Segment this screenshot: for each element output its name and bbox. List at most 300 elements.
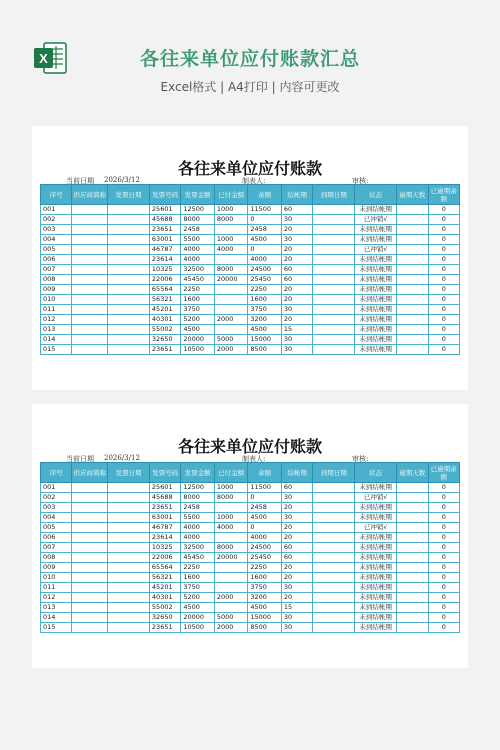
table-row (41, 275, 460, 285)
cell-overdue: 0 (428, 543, 459, 553)
cell-inv: 23651 (149, 623, 180, 633)
table-row (41, 543, 460, 553)
cell-inv: 10325 (149, 543, 180, 553)
column-header: 发票日期 (108, 463, 150, 483)
cell-empty (397, 215, 428, 225)
cell-empty (313, 285, 355, 295)
cell-inv: 45201 (149, 583, 180, 593)
cell-status: 未到结帐期 (355, 583, 397, 593)
cell-balance: 11500 (248, 483, 282, 493)
cell-inv: 56321 (149, 295, 180, 305)
cell-empty (72, 503, 108, 513)
cell-empty (72, 523, 108, 533)
cell-no: 010 (41, 295, 72, 305)
table-row (41, 325, 460, 335)
sheet-title: 各往来单位应付账款 (177, 437, 322, 456)
cell-status: 未到结帐期 (355, 593, 397, 603)
cell-no: 006 (41, 533, 72, 543)
cell-empty (397, 245, 428, 255)
cell-no: 015 (41, 623, 72, 633)
cell-no: 009 (41, 285, 72, 295)
column-header: 到期日期 (313, 463, 355, 483)
column-header: 已付金额 (214, 185, 248, 205)
cell-balance: 0 (248, 523, 282, 533)
cell-term: 20 (281, 225, 312, 235)
cell-amount: 3750 (181, 305, 215, 315)
cell-empty (397, 345, 428, 355)
cell-empty (397, 523, 428, 533)
cell-amount: 4500 (181, 325, 215, 335)
cell-empty (313, 573, 355, 583)
cell-empty (397, 265, 428, 275)
cell-inv: 45201 (149, 305, 180, 315)
cell-overdue: 0 (428, 345, 459, 355)
cell-balance: 8500 (248, 623, 282, 633)
date-value: 2026/3/12 (104, 176, 140, 184)
cell-inv: 46787 (149, 245, 180, 255)
cell-no: 009 (41, 563, 72, 573)
cell-empty (108, 285, 150, 295)
cell-balance: 4500 (248, 325, 282, 335)
cell-empty (72, 315, 108, 325)
cell-overdue: 0 (428, 215, 459, 225)
table-row (41, 215, 460, 225)
cell-overdue: 0 (428, 315, 459, 325)
table-row (41, 305, 460, 315)
cell-status: 已冲销√ (355, 245, 397, 255)
cell-empty (72, 573, 108, 583)
cell-overdue: 0 (428, 275, 459, 285)
cell-inv: 23651 (149, 225, 180, 235)
table-row (41, 623, 460, 633)
cell-empty (397, 613, 428, 623)
cell-empty (108, 325, 150, 335)
cell-term: 60 (281, 483, 312, 493)
cell-term: 60 (281, 265, 312, 275)
cell-empty (397, 335, 428, 345)
table-row (41, 563, 460, 573)
cell-paid: 4000 (214, 245, 248, 255)
cell-paid: 20000 (214, 275, 248, 285)
cell-overdue: 0 (428, 245, 459, 255)
cell-empty (313, 335, 355, 345)
cell-empty (108, 613, 150, 623)
cell-term: 60 (281, 543, 312, 553)
cell-inv: 25601 (149, 205, 180, 215)
cell-term: 20 (281, 533, 312, 543)
cell-paid: 2000 (214, 593, 248, 603)
sheet-title: 各往来单位应付账款 (177, 159, 322, 178)
cell-amount: 4000 (181, 523, 215, 533)
cell-amount: 4000 (181, 533, 215, 543)
cell-overdue: 0 (428, 513, 459, 523)
cell-empty (397, 563, 428, 573)
column-header: 供应商简称 (72, 463, 108, 483)
cell-paid (214, 285, 248, 295)
cell-balance: 2250 (248, 563, 282, 573)
cell-paid: 5000 (214, 335, 248, 345)
cell-balance: 24500 (248, 543, 282, 553)
cell-empty (108, 503, 150, 513)
cell-empty (313, 583, 355, 593)
table-row (41, 315, 460, 325)
cell-overdue: 0 (428, 325, 459, 335)
cell-term: 20 (281, 523, 312, 533)
cell-amount: 1600 (181, 295, 215, 305)
sheet-preview-1 (32, 126, 468, 390)
cell-overdue: 0 (428, 483, 459, 493)
table-row (41, 573, 460, 583)
cell-inv: 23614 (149, 533, 180, 543)
cell-amount: 5200 (181, 315, 215, 325)
cell-empty (108, 573, 150, 583)
cell-amount: 45450 (181, 275, 215, 285)
cell-amount: 2250 (181, 285, 215, 295)
cell-paid (214, 533, 248, 543)
cell-empty (397, 205, 428, 215)
cell-empty (313, 315, 355, 325)
cell-empty (397, 493, 428, 503)
cell-empty (108, 345, 150, 355)
maker-label: 制表人: (242, 455, 266, 463)
cell-inv: 32650 (149, 335, 180, 345)
sheet-preview-2 (32, 404, 468, 668)
table-row (41, 603, 460, 613)
cell-inv: 25601 (149, 483, 180, 493)
cell-empty (313, 523, 355, 533)
cell-status: 未到结帐期 (355, 553, 397, 563)
cell-term: 30 (281, 345, 312, 355)
cell-overdue: 0 (428, 563, 459, 573)
cell-term: 30 (281, 493, 312, 503)
cell-status: 未到结帐期 (355, 205, 397, 215)
cell-empty (397, 513, 428, 523)
table-row (41, 583, 460, 593)
cell-empty (313, 503, 355, 513)
cell-paid (214, 305, 248, 315)
cell-empty (108, 225, 150, 235)
cell-empty (108, 563, 150, 573)
cell-empty (313, 325, 355, 335)
cell-empty (108, 205, 150, 215)
cell-amount: 10500 (181, 623, 215, 633)
cell-overdue: 0 (428, 553, 459, 563)
cell-balance: 11500 (248, 205, 282, 215)
cell-status: 未到结帐期 (355, 335, 397, 345)
table-header-row (41, 185, 460, 205)
cell-empty (72, 623, 108, 633)
cell-balance: 2458 (248, 225, 282, 235)
table-row (41, 205, 460, 215)
cell-status: 未到结帐期 (355, 225, 397, 235)
cell-empty (313, 623, 355, 633)
table-row (41, 613, 460, 623)
cell-status: 未到结帐期 (355, 483, 397, 493)
cell-empty (397, 573, 428, 583)
cell-inv: 10325 (149, 265, 180, 275)
cell-overdue: 0 (428, 583, 459, 593)
cell-paid (214, 583, 248, 593)
cell-empty (108, 305, 150, 315)
cell-empty (397, 225, 428, 235)
cell-empty (313, 305, 355, 315)
cell-balance: 8500 (248, 345, 282, 355)
table-row (41, 335, 460, 345)
cell-amount: 20000 (181, 335, 215, 345)
maker-label: 制表人: (242, 177, 266, 185)
cell-status: 未到结帐期 (355, 325, 397, 335)
cell-term: 60 (281, 553, 312, 563)
cell-overdue: 0 (428, 255, 459, 265)
cell-balance: 4000 (248, 255, 282, 265)
column-header: 结帐期 (281, 185, 312, 205)
cell-overdue: 0 (428, 623, 459, 633)
cell-no: 001 (41, 483, 72, 493)
cell-empty (397, 275, 428, 285)
cell-amount: 5200 (181, 593, 215, 603)
reviewer-label: 审核: (352, 177, 369, 185)
cell-balance: 15000 (248, 613, 282, 623)
cell-paid: 1000 (214, 483, 248, 493)
cell-balance: 4500 (248, 235, 282, 245)
cell-inv: 45688 (149, 493, 180, 503)
column-header: 发票金额 (181, 463, 215, 483)
cell-amount: 20000 (181, 613, 215, 623)
cell-term: 20 (281, 285, 312, 295)
cell-empty (72, 563, 108, 573)
cell-status: 未到结帐期 (355, 295, 397, 305)
cell-balance: 0 (248, 245, 282, 255)
cell-overdue: 0 (428, 205, 459, 215)
cell-amount: 3750 (181, 583, 215, 593)
cell-no: 014 (41, 613, 72, 623)
cell-overdue: 0 (428, 265, 459, 275)
cell-no: 015 (41, 345, 72, 355)
cell-overdue: 0 (428, 613, 459, 623)
cell-empty (108, 593, 150, 603)
cell-empty (313, 533, 355, 543)
cell-amount: 32500 (181, 265, 215, 275)
cell-term: 30 (281, 623, 312, 633)
cell-empty (313, 483, 355, 493)
cell-overdue: 0 (428, 523, 459, 533)
cell-empty (72, 205, 108, 215)
cell-empty (108, 275, 150, 285)
cell-balance: 4500 (248, 603, 282, 613)
page-title: 各往来单位应付账款汇总 (139, 48, 360, 70)
cell-empty (397, 483, 428, 493)
cell-overdue: 0 (428, 503, 459, 513)
cell-no: 011 (41, 305, 72, 315)
table-row (41, 295, 460, 305)
cell-empty (108, 295, 150, 305)
cell-paid: 1000 (214, 513, 248, 523)
cell-empty (397, 623, 428, 633)
cell-overdue: 0 (428, 305, 459, 315)
cell-paid (214, 603, 248, 613)
cell-inv: 63001 (149, 513, 180, 523)
table-row (41, 245, 460, 255)
cell-no: 014 (41, 335, 72, 345)
cell-empty (108, 215, 150, 225)
cell-empty (313, 345, 355, 355)
cell-balance: 3750 (248, 583, 282, 593)
cell-balance: 2458 (248, 503, 282, 513)
cell-balance: 24500 (248, 265, 282, 275)
cell-empty (397, 295, 428, 305)
page-header (0, 0, 500, 110)
cell-paid (214, 563, 248, 573)
column-header: 发票号码 (149, 463, 180, 483)
cell-amount: 10500 (181, 345, 215, 355)
cell-balance: 1600 (248, 295, 282, 305)
cell-empty (313, 235, 355, 245)
cell-term: 20 (281, 593, 312, 603)
cell-empty (108, 483, 150, 493)
cell-empty (313, 543, 355, 553)
cell-empty (72, 325, 108, 335)
cell-empty (72, 345, 108, 355)
cell-no: 002 (41, 215, 72, 225)
cell-term: 15 (281, 603, 312, 613)
cell-empty (397, 583, 428, 593)
cell-inv: 23651 (149, 503, 180, 513)
cell-amount: 45450 (181, 553, 215, 563)
table-row (41, 593, 460, 603)
cell-paid: 4000 (214, 523, 248, 533)
payables-table (40, 462, 460, 633)
cell-empty (397, 285, 428, 295)
column-header: 到期日期 (313, 185, 355, 205)
cell-empty (108, 513, 150, 523)
cell-empty (397, 315, 428, 325)
cell-term: 30 (281, 305, 312, 315)
date-label: 当前日期 (66, 177, 94, 185)
cell-term: 30 (281, 583, 312, 593)
cell-paid (214, 225, 248, 235)
cell-empty (313, 275, 355, 285)
cell-empty (313, 245, 355, 255)
cell-inv: 22006 (149, 553, 180, 563)
cell-empty (72, 613, 108, 623)
cell-empty (72, 603, 108, 613)
cell-empty (72, 295, 108, 305)
cell-status: 已冲销√ (355, 523, 397, 533)
cell-overdue: 0 (428, 603, 459, 613)
cell-empty (108, 603, 150, 613)
cell-empty (313, 613, 355, 623)
cell-no: 005 (41, 523, 72, 533)
cell-empty (108, 623, 150, 633)
cell-status: 未到结帐期 (355, 503, 397, 513)
cell-no: 003 (41, 503, 72, 513)
cell-empty (72, 215, 108, 225)
cell-term: 60 (281, 205, 312, 215)
cell-amount: 1600 (181, 573, 215, 583)
cell-balance: 4500 (248, 513, 282, 523)
column-header: 序号 (41, 185, 72, 205)
table-row (41, 533, 460, 543)
cell-status: 已冲销√ (355, 215, 397, 225)
cell-empty (397, 503, 428, 513)
cell-term: 20 (281, 573, 312, 583)
cell-empty (313, 225, 355, 235)
cell-balance: 3200 (248, 315, 282, 325)
column-header: 已逾期余额 (428, 185, 459, 205)
column-header: 发票日期 (108, 185, 150, 205)
table-row (41, 523, 460, 533)
cell-amount: 32500 (181, 543, 215, 553)
cell-empty (397, 255, 428, 265)
cell-empty (72, 305, 108, 315)
cell-empty (72, 285, 108, 295)
cell-inv: 65564 (149, 285, 180, 295)
cell-term: 30 (281, 235, 312, 245)
cell-status: 未到结帐期 (355, 543, 397, 553)
cell-no: 005 (41, 245, 72, 255)
cell-balance: 3200 (248, 593, 282, 603)
cell-status: 未到结帐期 (355, 265, 397, 275)
cell-empty (72, 265, 108, 275)
cell-status: 未到结帐期 (355, 285, 397, 295)
cell-no: 011 (41, 583, 72, 593)
cell-paid (214, 503, 248, 513)
cell-empty (397, 593, 428, 603)
table-row (41, 345, 460, 355)
cell-status: 未到结帐期 (355, 513, 397, 523)
cell-paid: 8000 (214, 543, 248, 553)
svg-text:X: X (39, 51, 48, 66)
page-subtitle: Excel格式 | A4打印 | 内容可更改 (160, 80, 340, 94)
cell-term: 20 (281, 255, 312, 265)
cell-empty (108, 315, 150, 325)
column-header: 已付金额 (214, 463, 248, 483)
cell-amount: 5500 (181, 235, 215, 245)
cell-empty (397, 325, 428, 335)
cell-paid: 8000 (214, 215, 248, 225)
cell-empty (108, 493, 150, 503)
cell-overdue: 0 (428, 533, 459, 543)
cell-empty (72, 225, 108, 235)
cell-empty (397, 533, 428, 543)
cell-empty (313, 255, 355, 265)
cell-empty (313, 553, 355, 563)
cell-term: 20 (281, 503, 312, 513)
cell-balance: 4000 (248, 533, 282, 543)
table-row (41, 225, 460, 235)
cell-term: 20 (281, 245, 312, 255)
cell-status: 未到结帐期 (355, 345, 397, 355)
cell-empty (397, 305, 428, 315)
cell-term: 20 (281, 295, 312, 305)
cell-amount: 2250 (181, 563, 215, 573)
cell-status: 未到结帐期 (355, 235, 397, 245)
cell-inv: 23651 (149, 345, 180, 355)
cell-empty (108, 335, 150, 345)
cell-overdue: 0 (428, 235, 459, 245)
cell-empty (108, 235, 150, 245)
table-row (41, 553, 460, 563)
cell-paid (214, 573, 248, 583)
cell-balance: 3750 (248, 305, 282, 315)
cell-overdue: 0 (428, 225, 459, 235)
column-header: 序号 (41, 463, 72, 483)
cell-no: 012 (41, 315, 72, 325)
cell-empty (108, 265, 150, 275)
cell-empty (313, 205, 355, 215)
cell-term: 60 (281, 275, 312, 285)
cell-amount: 5500 (181, 513, 215, 523)
